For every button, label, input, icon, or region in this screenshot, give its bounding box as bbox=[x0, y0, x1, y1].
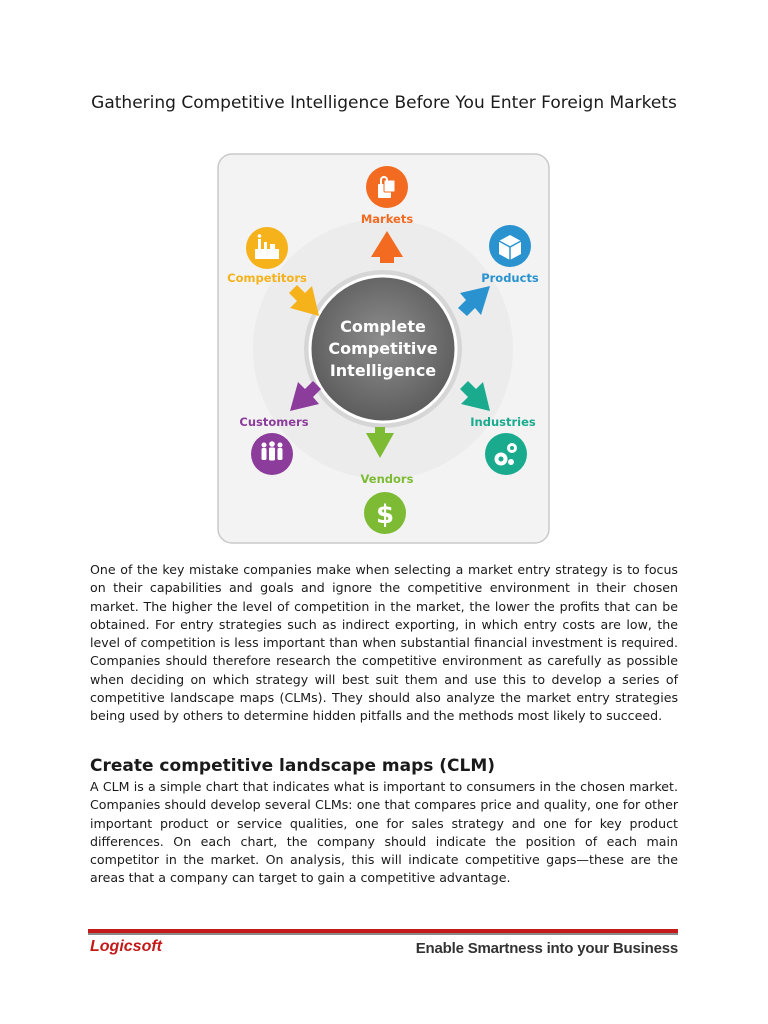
competitors-label: Competitors bbox=[227, 271, 307, 285]
footer-rule-gray bbox=[88, 933, 678, 935]
section-heading: Create competitive landscape maps (CLM) bbox=[90, 756, 496, 776]
center-line-2: Competitive bbox=[328, 339, 438, 358]
industries-node bbox=[485, 433, 527, 475]
footer-tagline: Enable Smartness into your Business bbox=[415, 940, 678, 957]
customers-label: Customers bbox=[239, 415, 309, 429]
competitive-intelligence-diagram bbox=[217, 153, 550, 544]
dollar-icon: $ bbox=[375, 500, 395, 530]
vendors-label: Vendors bbox=[360, 472, 414, 486]
center-line-1: Complete bbox=[340, 317, 426, 336]
page-title: Gathering Competitive Intelligence Before You Enter Foreign Markets bbox=[91, 93, 677, 113]
markets-label: Markets bbox=[360, 212, 414, 226]
clm-paragraph: A CLM is a simple chart that indicates what is important to consumers in the chosen market. Companies should develop several CLMs: one that compares price and quality, one for other important product or service qualities, one for sales strategy and one for key product differences. On each chart, the company should indicate the position of each main competitor in the market. On analysis, this will indicate competitive gaps—these are the areas that a company can target to gain a competitive advantage. bbox=[90, 779, 678, 886]
people-icon bbox=[262, 441, 283, 460]
footer-brand-logo: Logicsoft bbox=[90, 938, 162, 955]
center-line-3: Intelligence bbox=[329, 361, 437, 380]
intro-paragraph: One of the key mistake companies make when selecting a market entry strategy is to focus on their capabilities and goals and ignore the competitive environment in their chosen market. The higher the level of competition in the market, the lower the profits that can be obtained. For entry strategies such as indirect exporting, in which entry costs are low, the level of competition is less important than when substantial financial investment is required. Companies should therefore research the competitive environment as carefully as possible when deciding on which strategy will best suit them and use this to develop a series of competitive landscape maps (CLMs). They should also analyze the market entry strategies being used by others to determine hidden pitfalls and the methods most likely to succeed. bbox=[90, 562, 678, 724]
products-label: Products bbox=[481, 271, 539, 285]
industries-label: Industries bbox=[470, 415, 536, 429]
